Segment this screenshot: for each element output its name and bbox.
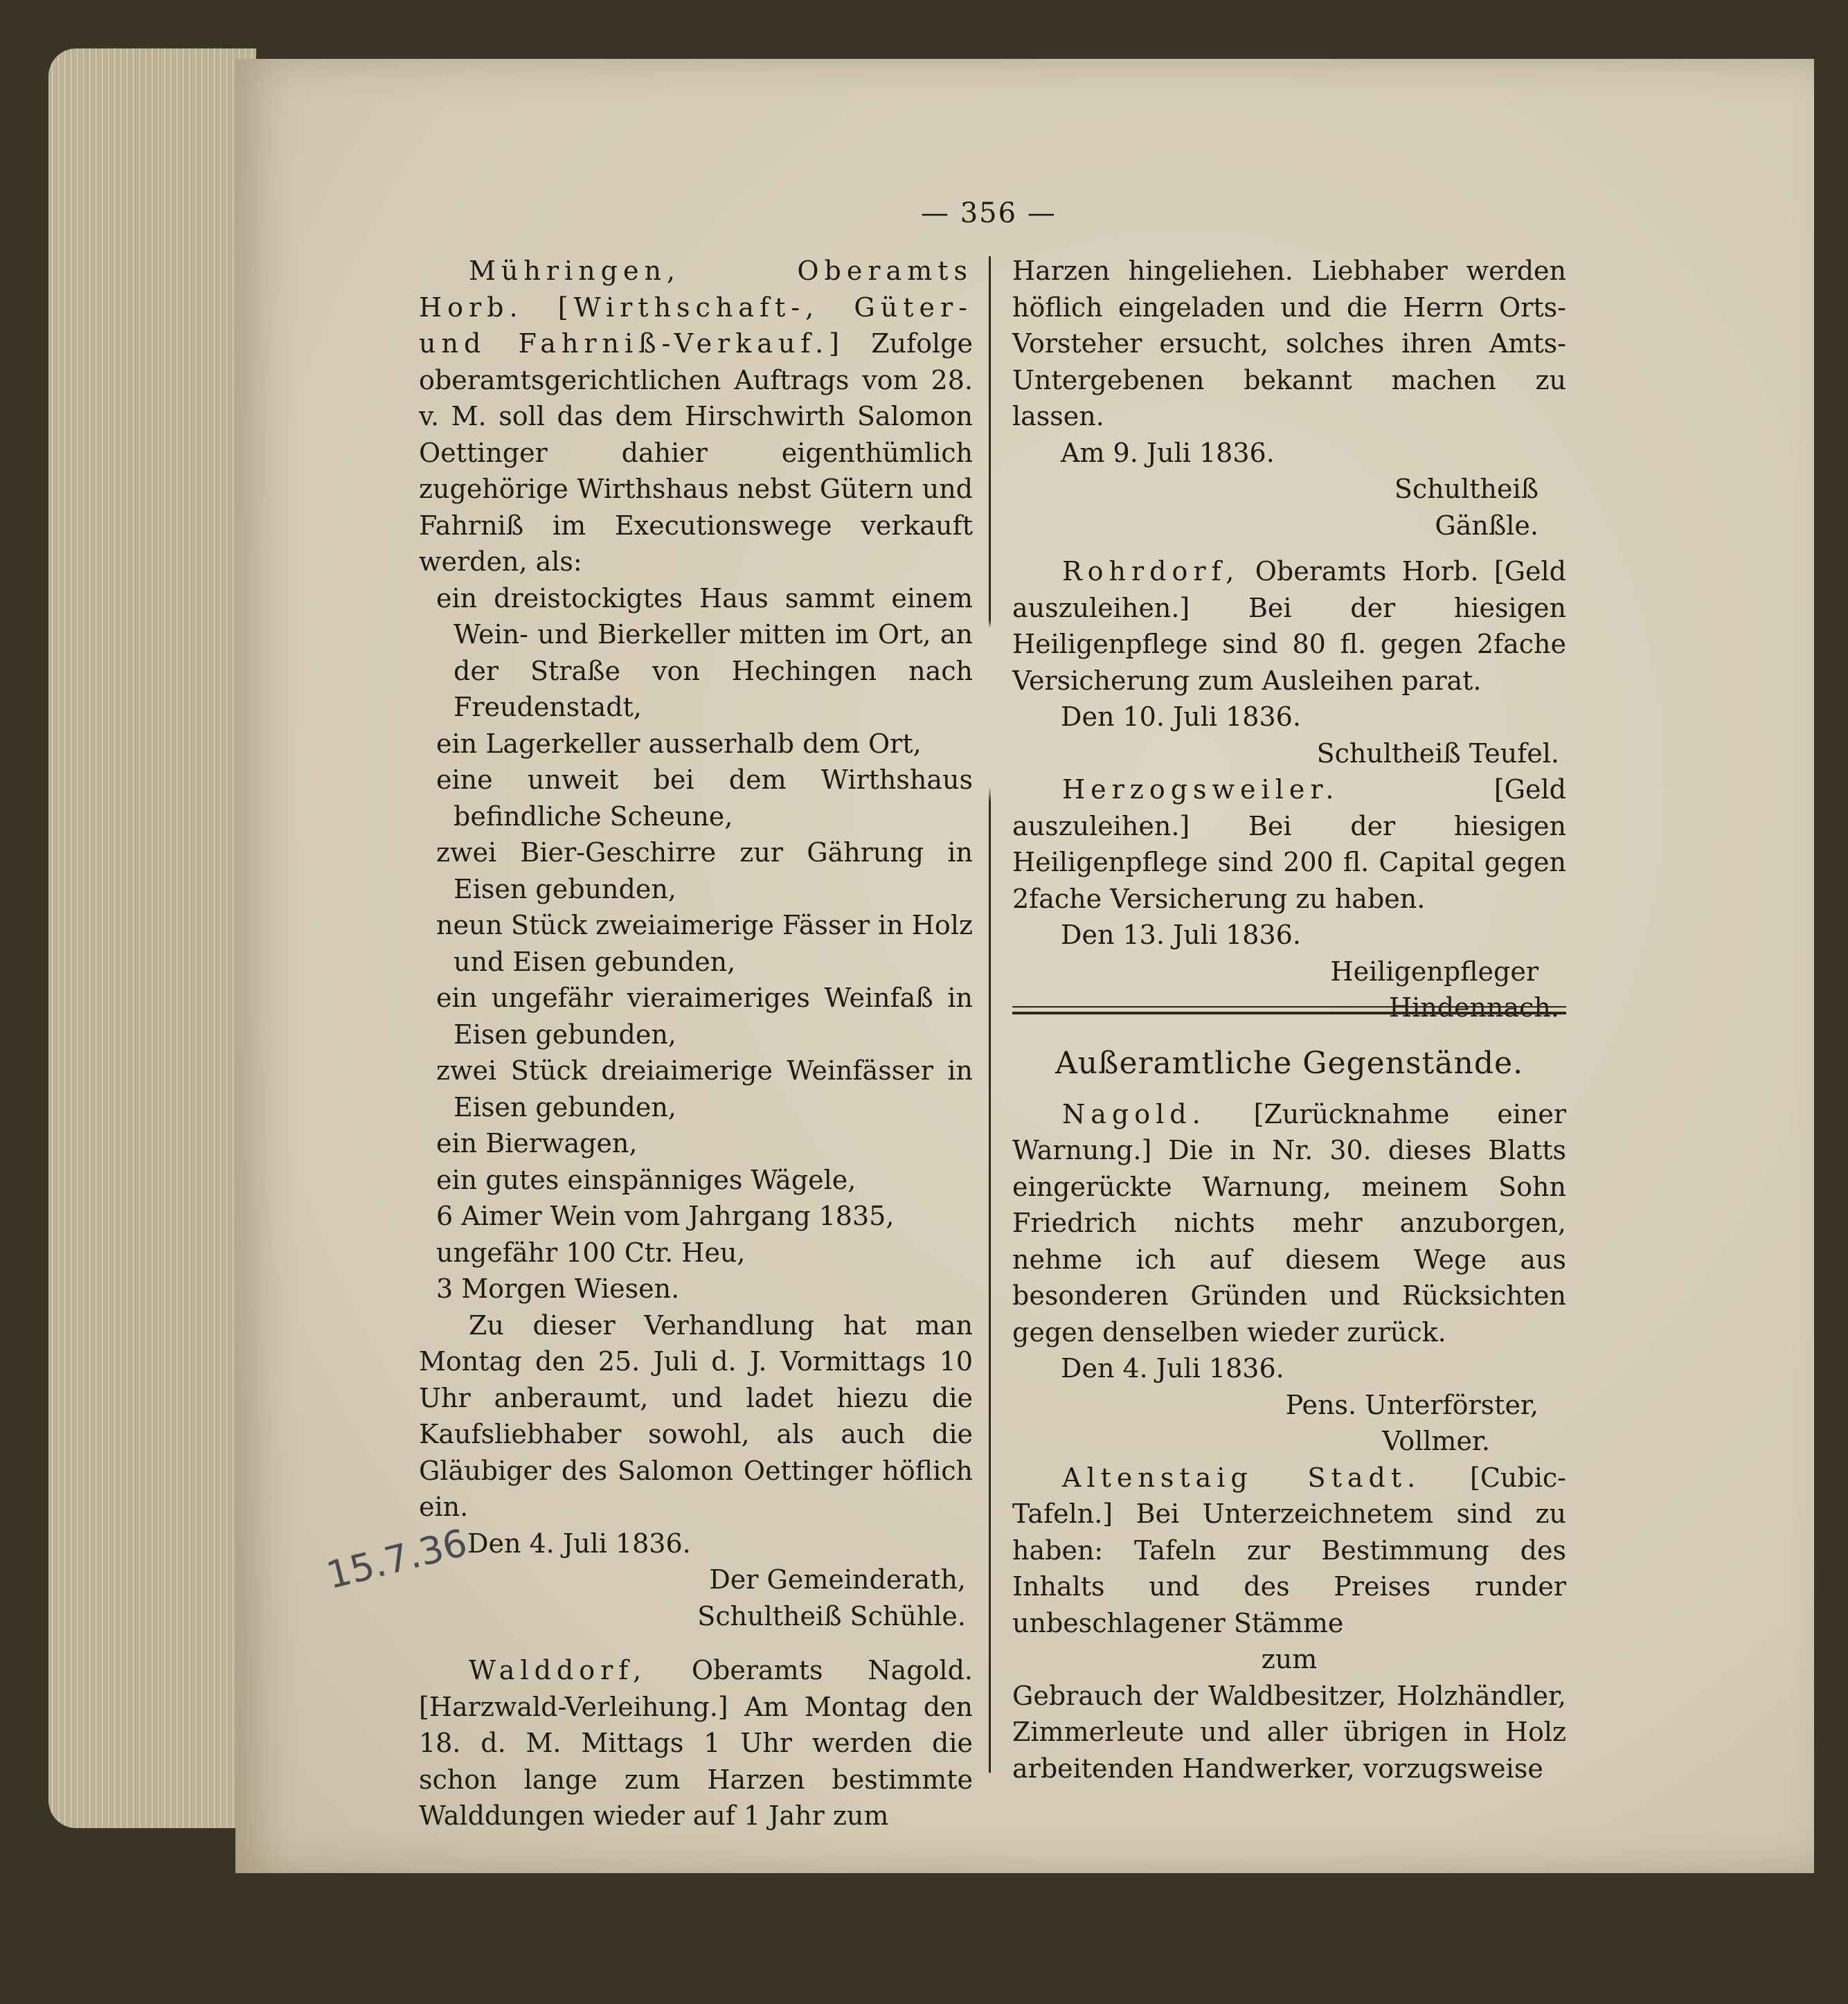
list-item: neun Stück zweiaimerige Fässer in Holz und Eisen gebunden,: [436, 910, 973, 977]
right-column-lower: [1012, 1018, 1566, 1787]
list-item: 6 Aimer Wein vom Jahrgang 1835,: [436, 1201, 895, 1231]
notice-rohrdorf-head: Rohrdorf,: [1062, 556, 1240, 587]
list-item: 3 Morgen Wiesen.: [436, 1273, 680, 1304]
list-item: zwei Stück dreiaimerige Weinfässer in Eisen gebunden,: [436, 1055, 973, 1122]
notice-walddorf: [419, 1652, 973, 1834]
notice-herzogsweiler: [1012, 771, 1566, 917]
notice-nagold: [1012, 1096, 1566, 1351]
notice-rohrdorf: [1012, 553, 1566, 699]
notice-muehringen-body: Zufolge oberamtsgerichtlichen Auftrags vom 28. v. M. soll das dem Hirschwirth Salomon Oettinger dahier eigenthümlich zugehörige Wirthshaus nebst Gütern und Fahrniß im Executionswege verkauft werden, als:: [419, 328, 973, 577]
notice-signature: Vollmer.: [1382, 1426, 1490, 1456]
notice-nagold-body: [Zurücknahme einer Warnung.] Die in Nr. 30. dieses Blatts eingerückte Warnung, meinem Sohn Friedrich nichts mehr anzuborgen, nehme ich auf diesem Wege aus besonderen Gründen und Rücksichten gegen denselben wieder zurück.: [1012, 1098, 1566, 1348]
notice-signature: Schultheiß: [1394, 474, 1538, 504]
notice-walddorf-continued: Harzen hingeliehen. Liebhaber werden höflich eingeladen und die Herrn Orts-Vorsteher ersucht, solches ihren Amts-Untergebenen bekannt machen zu lassen.: [1012, 256, 1566, 431]
book-page-edges: [48, 48, 256, 1828]
list-item: ein Bierwagen,: [436, 1128, 638, 1158]
notice-date: Den 13. Juli 1836.: [1061, 920, 1301, 950]
notice-walddorf-body: Oberamts Nagold. [Harzwald-Verleihung.] Am Montag den 18. d. M. Mittags 1 Uhr werden die schon lange zum Harzen bestimmte Walddungen wieder auf 1 Jahr zum: [419, 1655, 973, 1831]
notice-walddorf-head: Walddorf,: [469, 1655, 647, 1685]
notice-altenstaig-zum: zum: [1261, 1644, 1318, 1674]
list-item: ein Lagerkeller ausserhalb dem Ort,: [436, 728, 922, 759]
notice-muehringen: [419, 253, 973, 580]
notice-date: Am 9. Juli 1836.: [1061, 437, 1275, 468]
notice-signature: Hindennach.: [1388, 992, 1559, 1023]
notice-muehringen-closing: Zu dieser Verhandlung hat man Montag den 25. Juli d. J. Vormittags 10 Uhr anberaumt, und ladet hiezu die Kaufsliebhaber sowohl, als auch die Gläubiger des Salomon Oettinger höflich ein.: [419, 1309, 973, 1522]
notice-signature: Schultheiß Teufel.: [1316, 737, 1559, 769]
handwritten-note: 15.7.36: [322, 1521, 472, 1598]
notice-altenstaig: [1012, 1460, 1566, 1642]
notice-altenstaig-body: [Cubic-Tafeln.] Bei Unterzeichnetem sind zu haben: Tafeln zur Bestimmung des Inhalts und des Preises runder unbeschlagener Stämme: [1012, 1462, 1566, 1638]
notice-rohrdorf-body: Oberamts Horb. [Geld auszuleihen.] Bei der hiesigen Heiligenpflege sind 80 fl. gegen 2fache Versicherung zum Ausleihen parat.: [1012, 556, 1566, 696]
right-column: [1012, 253, 1566, 1026]
notice-signature: Schultheiß Schühle.: [697, 1600, 966, 1631]
notice-nagold-head: Nagold.: [1062, 1098, 1206, 1129]
notice-muehringen-head: Mühringen, Oberamts Horb. [Wirthschaft-, Güter- und Fahrniß-Verkauf.]: [419, 256, 973, 359]
list-item: ein dreistockigtes Haus sammt einem Wein- und Bierkeller mitten im Ort, an der Straße von Hechingen nach Freudenstadt,: [436, 582, 973, 722]
section-divider: [1012, 1006, 1566, 1014]
notice-herzogsweiler-body: [Geld auszuleihen.] Bei der hiesigen Heiligenpflege sind 200 fl. Capital gegen 2fache Versicherung zu haben.: [1012, 774, 1566, 914]
notice-date: Den 4. Juli 1836.: [467, 1528, 691, 1559]
notice-signature: Heiligenpfleger: [1330, 956, 1538, 987]
list-item: ein gutes einspänniges Wägele,: [436, 1164, 856, 1195]
page-number: — 356 —: [921, 197, 1057, 229]
section-title: Außeramtliche Gegenstände.: [1055, 1046, 1524, 1081]
notice-signature: Gänßle.: [1435, 510, 1538, 541]
notice-herzogsweiler-head: Herzogsweiler.: [1062, 774, 1340, 805]
notice-date: Den 4. Juli 1836.: [1061, 1353, 1284, 1384]
list-item: ungefähr 100 Ctr. Heu,: [436, 1237, 746, 1268]
notice-altenstaig-tail: Gebrauch der Waldbesitzer, Holzhändler, Zimmerleute und aller übrigen in Holz arbeitenden Handwerker, vorzugsweise: [1012, 1680, 1566, 1784]
list-item: zwei Bier-Geschirre zur Gährung in Eisen gebunden,: [436, 837, 973, 904]
list-item: eine unweit bei dem Wirthshaus befindliche Scheune,: [436, 764, 973, 832]
notice-date: Den 10. Juli 1836.: [1061, 701, 1301, 732]
notice-signature: Pens. Unterförster,: [1285, 1389, 1538, 1420]
left-column: [419, 253, 973, 1834]
list-item: ein ungefähr vieraimeriges Weinfaß in Eisen gebunden,: [436, 983, 973, 1050]
notice-signature: Der Gemeinderath,: [709, 1564, 966, 1595]
column-divider: [989, 256, 991, 1773]
notice-altenstaig-head: Altenstaig Stadt.: [1062, 1462, 1421, 1493]
